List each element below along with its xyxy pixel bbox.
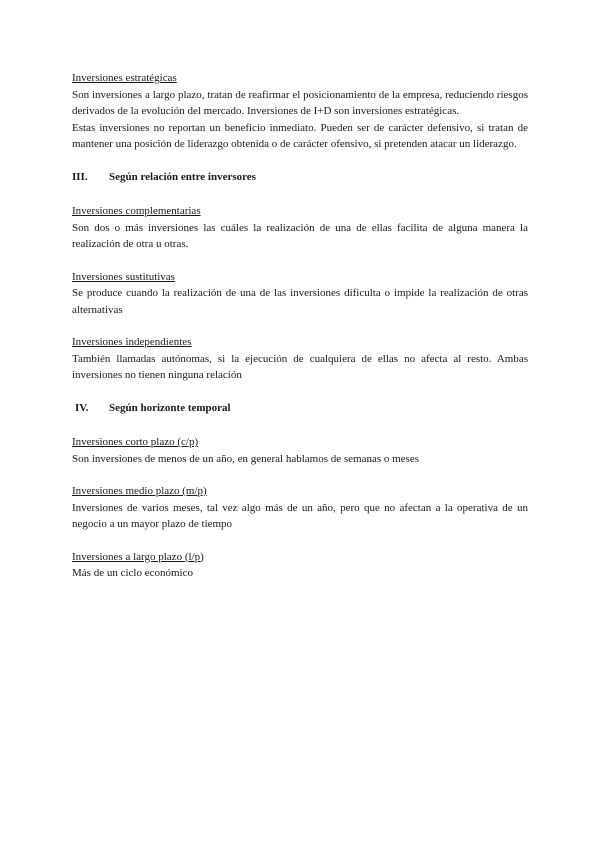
heading-text: Según horizonte temporal [109,401,231,414]
section-heading-iv [72,400,528,417]
subheading-largo-plazo: Inversiones a largo plazo (l/p) [72,550,204,563]
paragraph-independientes: También llamadas autónomas, si la ejecución de cualquiera de ellas no afecta al resto. Ambas inversiones no tienen ninguna relación [72,352,528,381]
section-heading-iii [72,169,528,186]
subheading-complementarias: Inversiones complementarias [72,205,201,217]
heading-number: IV. [75,401,89,414]
subheading-independientes: Inversiones independientes [72,336,192,348]
paragraph-corto-plazo: Son inversiones de menos de un año, en general hablamos de semanas o meses [72,452,420,465]
paragraph-estrategicas-1: Son inversiones a largo plazo, tratan de reafirmar el posicionamiento de la empresa, reduciendo riesgos derivados de la evolución del mercado. Inversiones de I+D son inversiones estratégicas. [72,88,528,117]
heading-text: Según relación entre inversores [109,170,256,183]
subheading-sustitutivas: Inversiones sustitutivas [72,270,175,283]
subheading-estrategicas: Inversiones estratégicas [72,72,177,84]
paragraph-estrategicas-2: Estas inversiones no reportan un beneficio inmediato. Pueden ser de carácter defensivo, si tratan de mantener una posición de liderazgo obtenida o de carácter ofensivo, si pretenden atacar un liderazgo. [72,121,528,150]
paragraph-medio-plazo: Inversiones de varios meses, tal vez algo más de un año, pero que no afectan a la operativa de un negocio a un mayor plazo de tiempo [72,501,528,530]
document-page [72,70,528,582]
paragraph-complementarias: Son dos o más inversiones las cuáles la realización de una de ellas facilita de alguna manera la realización de otra u otras. [72,221,528,250]
subheading-medio-plazo: Inversiones medio plazo (m/p) [72,485,207,497]
paragraph-sustitutivas: Se produce cuando la realización de una de las inversiones dificulta o impide la realización de otras alternativas [72,287,528,316]
heading-number: III. [72,170,88,183]
paragraph-largo-plazo: Más de un ciclo económico [72,567,193,579]
subheading-corto-plazo: Inversiones corto plazo (c/p) [72,436,199,448]
